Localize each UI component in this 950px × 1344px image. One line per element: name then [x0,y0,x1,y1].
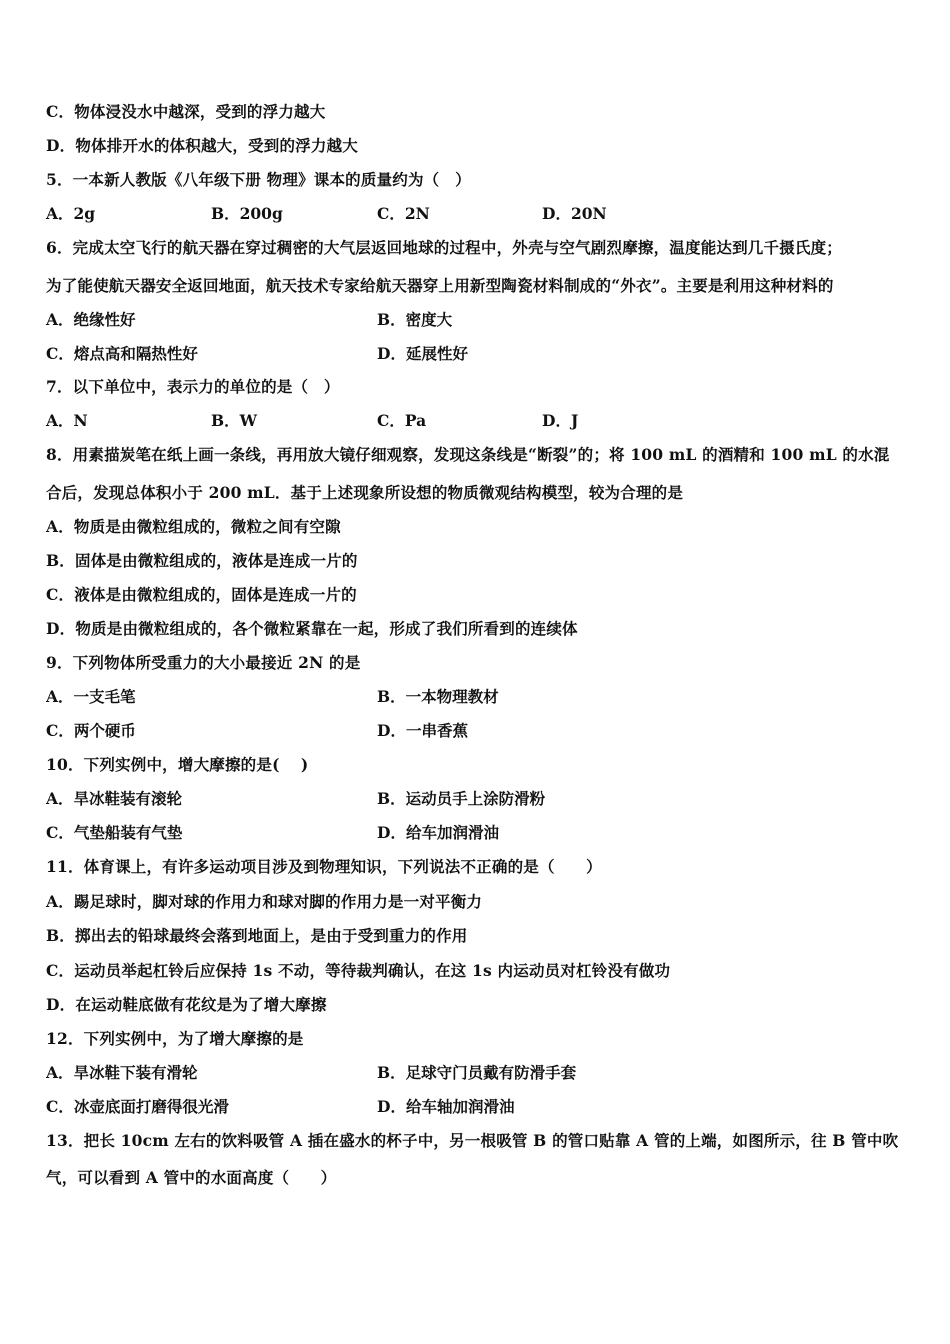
q6-stem-line1: 6．完成太空飞行的航天器在穿过稠密的大气层返回地球的过程中，外壳与空气剧烈摩擦，温度能达到几千摄氏度； [46,238,842,257]
q13-stem-line2: 气，可以看到 A 管中的水面高度（ ） [46,1168,337,1187]
q4-option-c: C．物体浸没水中越深，受到的浮力越大 [46,102,326,121]
q6-stem-line2: 为了能使航天器安全返回地面，航天技术专家给航天器穿上用新型陶瓷材料制成的“外衣”。主要是利用这种材料的 [46,276,834,295]
q10-option-a: A．旱冰鞋装有滚轮 [46,789,183,808]
q6-option-d: D．延展性好 [377,344,468,363]
q7-option-c: C．Pa [377,411,427,430]
q12-stem: 12．下列实例中，为了增大摩擦的是 [46,1029,304,1048]
q11-stem: 11．体育课上，有许多运动项目涉及到物理知识，下列说法不正确的是（ ） [46,857,602,876]
q7-stem: 7．以下单位中，表示力的单位的是（ ） [46,377,340,396]
q11-option-d: D．在运动鞋底做有花纹是为了增大摩擦 [46,995,327,1014]
q11-option-c: C．运动员举起杠铃后应保持 1s 不动，等待裁判确认，在这 1s 内运动员对杠铃没有做功 [46,961,671,980]
q9-option-a: A．一支毛笔 [46,687,136,706]
q7-option-a: A．N [46,411,88,430]
q5-stem: 5．一本新人教版《八年级下册 物理》课本的质量约为（ ） [46,170,471,189]
q7-option-b: B．W [211,411,258,430]
q9-option-b: B．一本物理教材 [377,687,499,706]
q12-option-a: A．旱冰鞋下装有滑轮 [46,1063,198,1082]
q5-option-a: A．2g [46,204,96,223]
q11-option-b: B．掷出去的铅球最终会落到地面上，是由于受到重力的作用 [46,926,468,945]
q9-option-c: C．两个硬币 [46,721,136,740]
q7-option-d: D．J [542,411,579,430]
q10-stem: 10．下列实例中，增大摩擦的是( ) [46,755,309,774]
q5-option-b: B．200g [211,204,283,223]
q8-stem-line2: 合后，发现总体积小于 200 mL．基于上述现象所设想的物质微观结构模型，较为合理的是 [46,483,684,502]
q12-option-c: C．冰壶底面打磨得很光滑 [46,1097,229,1116]
q8-option-c: C．液体是由微粒组成的，固体是连成一片的 [46,585,357,604]
q10-option-b: B．运动员手上涂防滑粉 [377,789,546,808]
q9-stem: 9．下列物体所受重力的大小最接近 2N 的是 [46,653,361,672]
q11-option-a: A．踢足球时，脚对球的作用力和球对脚的作用力是一对平衡力 [46,892,483,911]
q13-stem-line1: 13．把长 10cm 左右的饮料吸管 A 插在盛水的杯子中，另一根吸管 B 的管口贴靠 A 管的上端，如图所示，往 B 管中吹 [46,1131,899,1150]
q5-option-d: D．20N [542,204,607,223]
q8-option-d: D．物质是由微粒组成的，各个微粒紧靠在一起，形成了我们所看到的连续体 [46,619,578,638]
q8-option-b: B．固体是由微粒组成的，液体是连成一片的 [46,551,358,570]
q10-option-c: C．气垫船装有气垫 [46,823,183,842]
q6-option-a: A．绝缘性好 [46,310,136,329]
q12-option-d: D．给车轴加润滑油 [377,1097,515,1116]
q9-option-d: D．一串香蕉 [377,721,468,740]
q6-option-b: B．密度大 [377,310,453,329]
q12-option-b: B．足球守门员戴有防滑手套 [377,1063,577,1082]
q8-stem-line1: 8．用素描炭笔在纸上画一条线，再用放大镜仔细观察，发现这条线是“断裂”的；将 100 mL 的酒精和 100 mL 的水混 [46,445,890,464]
q6-option-c: C．熔点高和隔热性好 [46,344,198,363]
q10-option-d: D．给车加润滑油 [377,823,499,842]
q4-option-d: D．物体排开水的体积越大，受到的浮力越大 [46,136,358,155]
q8-option-a: A．物质是由微粒组成的，微粒之间有空隙 [46,517,341,536]
q5-option-c: C．2N [377,204,430,223]
